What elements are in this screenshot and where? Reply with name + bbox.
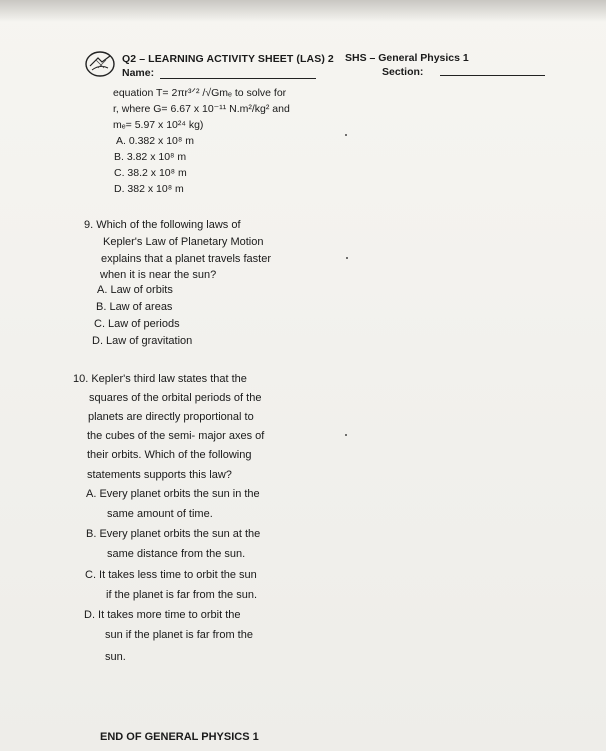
q10-option-a: A. Every planet orbits the sun in the bbox=[86, 488, 260, 500]
q9-option-a: A. Law of orbits bbox=[97, 284, 173, 296]
q10-option-c: C. It takes less time to orbit the sun bbox=[85, 569, 257, 581]
pen-dot bbox=[346, 257, 348, 259]
page-top-shadow bbox=[0, 0, 606, 22]
subject-title: SHS – General Physics 1 bbox=[345, 52, 469, 64]
q9-text-line: Kepler's Law of Planetary Motion bbox=[103, 236, 264, 248]
q9-text-line: 9. Which of the following laws of bbox=[84, 219, 241, 231]
q10-option-b-cont: same distance from the sun. bbox=[107, 548, 246, 560]
worksheet-title: Q2 – LEARNING ACTIVITY SHEET (LAS) 2 bbox=[122, 53, 334, 65]
q10-text-line: statements supports this law? bbox=[87, 469, 232, 481]
q8-option-b: B. 3.82 x 10⁸ m bbox=[114, 151, 187, 163]
q10-option-d: D. It takes more time to orbit the bbox=[84, 609, 241, 621]
q10-text-line: 10. Kepler's third law states that the bbox=[73, 373, 247, 385]
q8-text-line: equation T= 2πr³ᐟ² /√Gmₑ to solve for bbox=[113, 87, 287, 99]
q9-option-d: D. Law of gravitation bbox=[92, 335, 193, 347]
q10-text-line: their orbits. Which of the following bbox=[87, 449, 252, 461]
end-of-section-text: END OF GENERAL PHYSICS 1 bbox=[100, 731, 259, 743]
q8-text-line: mₑ= 5.97 x 10²⁴ kg) bbox=[113, 119, 204, 131]
q8-option-c: C. 38.2 x 10⁸ m bbox=[114, 167, 187, 179]
q9-text-line: when it is near the sun? bbox=[100, 269, 217, 281]
q8-option-d: D. 382 x 10⁸ m bbox=[114, 183, 184, 195]
name-blank-line bbox=[160, 78, 316, 79]
q10-text-line: squares of the orbital periods of the bbox=[89, 392, 262, 404]
q9-option-b: B. Law of areas bbox=[96, 301, 173, 313]
q10-option-d-cont: sun if the planet is far from the bbox=[105, 629, 253, 641]
pen-dot bbox=[345, 434, 347, 436]
q10-option-d-cont: sun. bbox=[105, 651, 126, 663]
q10-text-line: the cubes of the semi- major axes of bbox=[87, 430, 265, 442]
school-logo-icon bbox=[84, 50, 116, 78]
q10-text-line: planets are directly proportional to bbox=[88, 411, 254, 423]
section-label: Section: bbox=[382, 66, 424, 78]
q9-text-line: explains that a planet travels faster bbox=[101, 253, 271, 265]
q9-option-c: C. Law of periods bbox=[94, 318, 180, 330]
q8-text-line: r, where G= 6.67 x 10⁻¹¹ N.m²/kg² and bbox=[113, 103, 290, 115]
q8-option-a: A. 0.382 x 10⁸ m bbox=[116, 135, 194, 147]
q10-option-b: B. Every planet orbits the sun at the bbox=[86, 528, 261, 540]
q10-option-a-cont: same amount of time. bbox=[107, 508, 213, 520]
section-blank-line bbox=[440, 75, 545, 76]
q10-option-c-cont: if the planet is far from the sun. bbox=[106, 589, 258, 601]
name-label: Name: bbox=[122, 67, 155, 79]
pen-dot bbox=[345, 134, 347, 136]
